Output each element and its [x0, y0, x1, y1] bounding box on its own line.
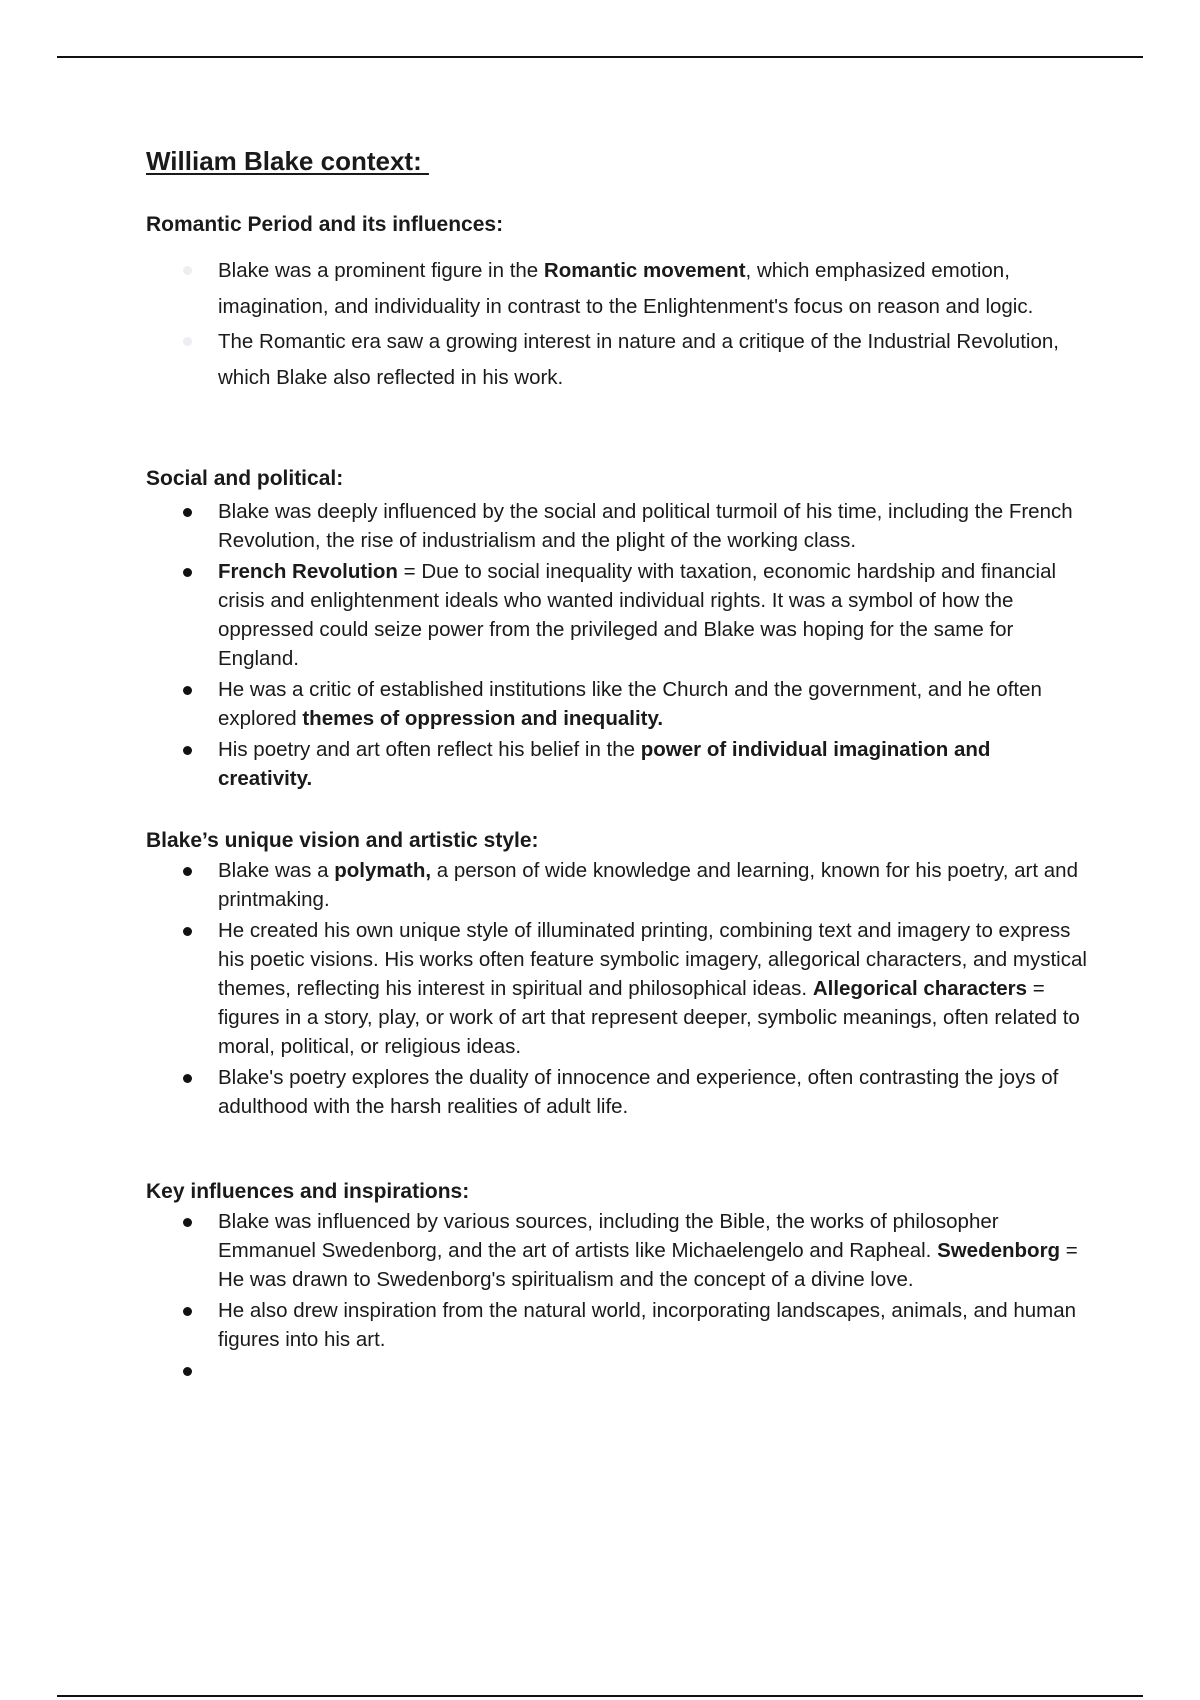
bold-text: French Revolution: [218, 560, 398, 583]
bullet-icon: [183, 1367, 192, 1376]
list-item: [0, 1296, 1088, 1354]
section-heading-key-influences: Key influences and inspirations:: [146, 1180, 470, 1203]
bullet-icon: [183, 568, 192, 577]
text-run: Blake was influenced by various sources, including the Bible, the works of philosopher Emmanuel Swedenborg, and the art of artists like Michaelengelo and Rapheal.: [218, 1210, 999, 1262]
list-item: [0, 324, 1088, 395]
bold-text: power of individual imagination and creativity.: [218, 738, 991, 790]
bottom-rule: [57, 1695, 1143, 1697]
bullet-icon: [183, 337, 192, 346]
bullet-icon: [183, 266, 192, 275]
text-run: The Romantic era saw a growing interest in nature and a critique of the Industrial Revolution, which Blake also reflected in his work.: [218, 330, 1059, 389]
bullet-icon: [183, 1074, 192, 1083]
text-run: He was a critic of established institutions like the Church and the government, and he often explored: [218, 678, 1042, 730]
bullet-icon: [183, 686, 192, 695]
list-item: [0, 557, 1088, 673]
top-rule: [57, 56, 1143, 58]
text-run: Blake was a prominent figure in the: [218, 259, 544, 282]
bullet-icon: [183, 867, 192, 876]
bold-text: Swedenborg: [937, 1239, 1061, 1262]
text-run: = figures in a story, play, or work of art that represent deeper, symbolic meanings, often related to moral, political, or religious ideas.: [218, 977, 1080, 1058]
text-run: a person of wide knowledge and learning, known for his poetry, art and printmaking.: [218, 859, 1078, 911]
text-run: He also drew inspiration from the natural world, incorporating landscapes, animals, and human figures into his art.: [218, 1299, 1077, 1351]
list-item: [0, 916, 1088, 1061]
text-run: He created his own unique style of illuminated printing, combining text and imagery to express his poetic visions. His works often feature symbolic imagery, allegorical characters, and mystical themes, reflecting his interest in spiritual and philosophical ideas.: [218, 919, 1087, 1000]
text-run: = Due to social inequality with taxation, economic hardship and financial crisis and enlightenment ideals who wanted individual rights. It was a symbol of how the oppressed could seize power from the privileged and Blake was hoping for the same for England.: [218, 560, 1057, 670]
bullet-list-unique-vision: [0, 856, 1200, 1123]
bullet-list-romantic-period: [0, 253, 1200, 395]
text-run: His poetry and art often reflect his belief in the: [218, 738, 641, 761]
text-run: Blake was deeply influenced by the social and political turmoil of his time, including the French Revolution, the rise of industrialism and the plight of the working class.: [218, 500, 1073, 552]
list-item: [0, 497, 1088, 555]
bullet-icon: [183, 927, 192, 936]
list-item: [0, 1207, 1088, 1294]
bullet-icon: [183, 746, 192, 755]
list-item: [0, 856, 1088, 914]
text-run: Blake was a: [218, 859, 335, 882]
bullet-icon: [183, 1307, 192, 1316]
section-heading-unique-vision: Blake’s unique vision and artistic style:: [146, 829, 539, 852]
bold-text: polymath,: [334, 859, 432, 882]
list-item: [0, 735, 1088, 793]
text-run: Blake's poetry explores the duality of innocence and experience, often contrasting the joys of adulthood with the harsh realities of adult life.: [218, 1066, 1059, 1118]
section-heading-social-political: Social and political:: [146, 467, 344, 490]
bold-text: Allegorical characters: [812, 977, 1028, 1000]
list-item: [0, 253, 1088, 324]
bold-text: themes of oppression and inequality.: [302, 707, 664, 730]
text-run: = He was drawn to Swedenborg's spiritualism and the concept of a divine love.: [218, 1239, 1078, 1291]
text-run: , which emphasized emotion, imagination, and individuality in contrast to the Enlightenment's focus on reason and logic.: [218, 259, 1034, 318]
bullet-icon: [183, 508, 192, 517]
page-title: William Blake context:: [146, 146, 429, 176]
list-item: [0, 1063, 1088, 1121]
section-heading-romantic-period: Romantic Period and its influences:: [146, 213, 504, 236]
bullet-icon: [183, 1218, 192, 1227]
list-item: [0, 1356, 1088, 1385]
bullet-list-key-influences: [0, 1207, 1200, 1387]
bold-text: Romantic movement: [543, 259, 746, 282]
bullet-list-social-political: [0, 497, 1200, 795]
list-item: [0, 675, 1088, 733]
